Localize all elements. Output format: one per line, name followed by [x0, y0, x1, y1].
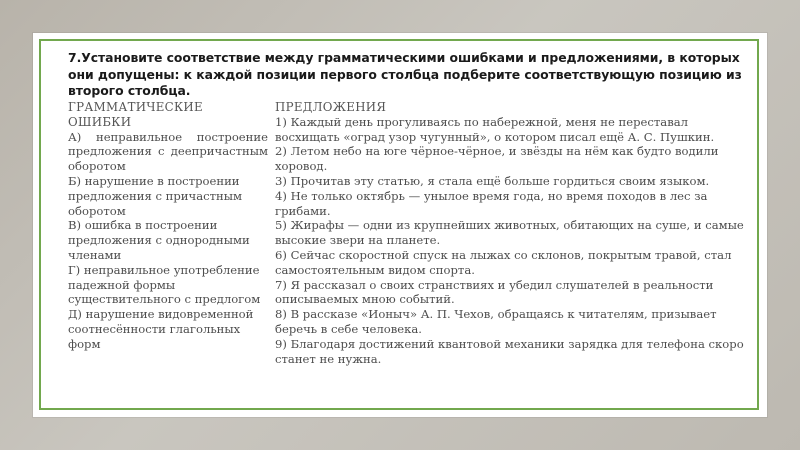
sentence-item-4: 4) Не только октябрь — унылое время года, но время походов в лес за грибами. — [275, 188, 708, 218]
sentences-column-header: ПРЕДЛОЖЕНИЯ — [275, 100, 387, 114]
sentence-item-8: 8) В рассказе «Ионыч» А. П. Чехов, обращаясь к читателям, призывает беречь в себе человека. — [275, 307, 717, 336]
task-title: 7.Установите соответствие между грамматическими ошибками и предложениями, в которых они допущены: к каждой позиции первого столбца подберите соответствующую позицию из второго столбца. — [68, 50, 742, 98]
sentence-item-1: 1) Каждый день прогуливаясь по набережной, меня не переставал восхищать «оград узор чугунный», о котором писал ещё А. С. Пушкин. — [275, 114, 715, 144]
errors-column — [68, 100, 268, 352]
sentence-item-6: 6) Сейчас скоростной спуск на лыжах со склонов, покрытым травой, стал самостоятельным видом спорта. — [275, 247, 732, 277]
error-item-b: Б) нарушение в построении предложения с причастным оборотом — [68, 173, 242, 218]
error-item-d: Д) нарушение видовременной соотнесённости глагольных форм — [68, 307, 254, 351]
error-item-v: В) ошибка в построении предложения с однородными членами — [68, 218, 250, 262]
sentence-item-9: 9) Благодаря достижений квантовой механики зарядка для телефона скоро станет не нужна. — [275, 336, 744, 366]
errors-column-header: ГРАММАТИЧЕСКИЕ ОШИБКИ — [68, 100, 203, 129]
sentence-item-5: 5) Жирафы — одни из крупнейших животных, обитающих на суше, и самые высокие звери на планете. — [275, 218, 744, 248]
error-item-g: Г) неправильное употребление падежной формы существительного с предлогом — [68, 262, 261, 307]
error-item-a: А) неправильное построение предложения с деепричастным оборотом — [68, 129, 268, 174]
sentence-item-3: 3) Прочитав эту статью, я стала ещё больше гордиться своим языком. — [275, 173, 710, 188]
sentence-item-7: 7) Я рассказал о своих странствиях и убедил слушателей в реальности описываемых мною событий. — [275, 277, 714, 307]
sentence-item-2: 2) Летом небо на юге чёрное-чёрное, и звёзды на нём как будто водили хоровод. — [275, 144, 719, 174]
sentences-column — [275, 100, 745, 366]
